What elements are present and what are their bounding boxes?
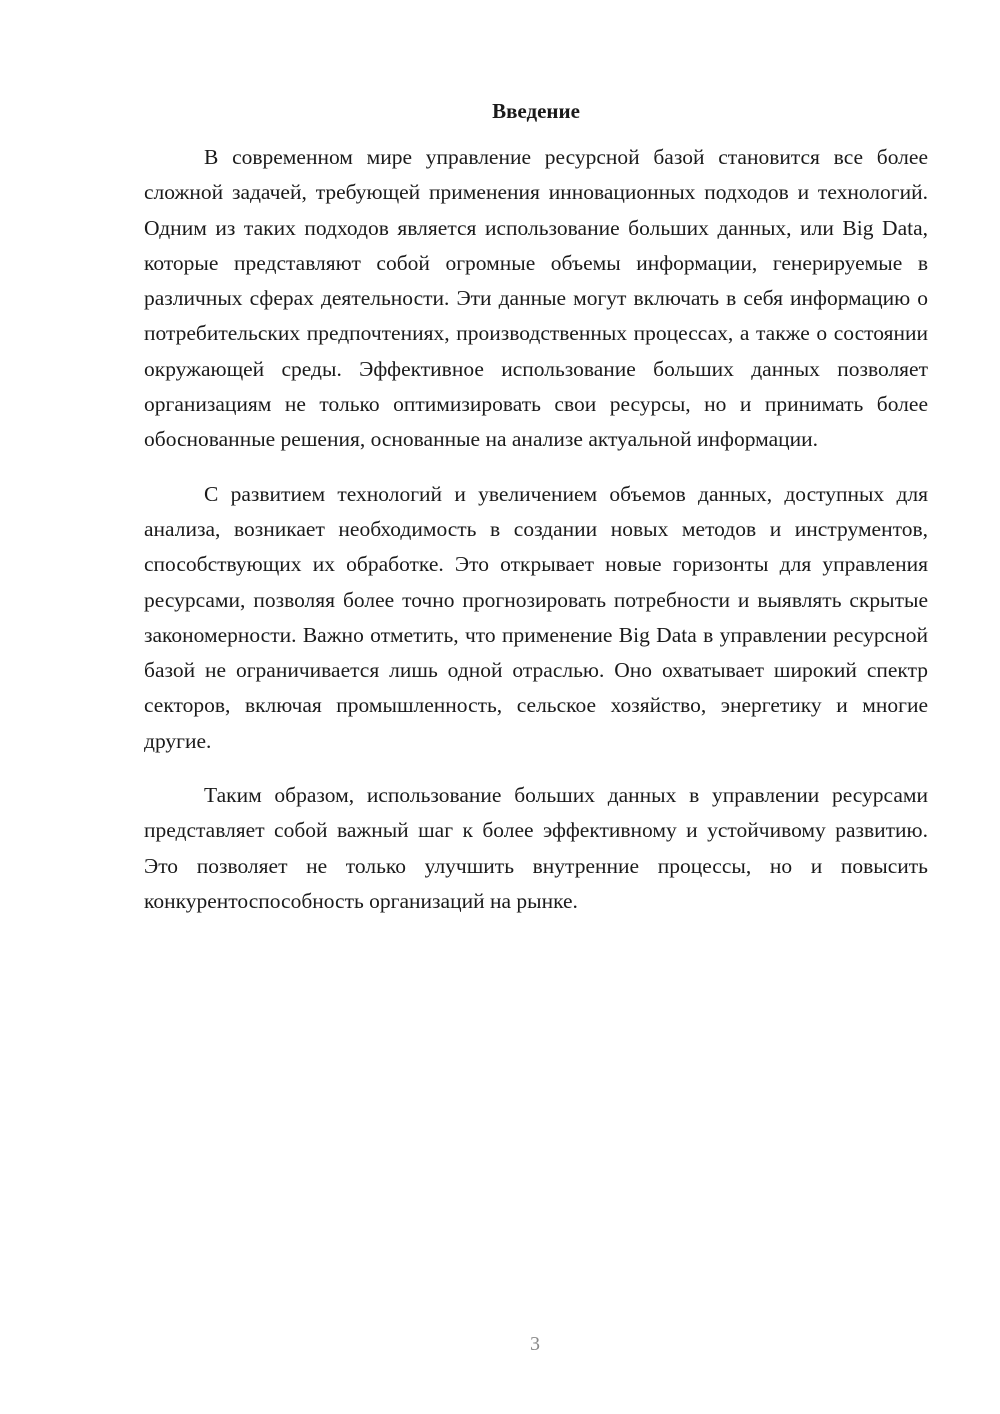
page-number: 3 — [530, 1333, 540, 1355]
page-content — [144, 96, 928, 919]
paragraph-1: В современном мире управление ресурсной базой становится все более сложной задачей, требующей применения инновационных подходов и технологий. Одним из таких подходов является использование больших данных, или Big Data, которые представляют собой огромные объемы информации, генерируемые в различных сферах деятельности. Эти данные могут включать в себя информацию о потребительских предпочтениях, производственных процессах, а также о состоянии окружающей среды. Эффективное использование больших данных позволяет организациям не только оптимизировать свои ресурсы, но и принимать более обоснованные решения, основанные на анализе актуальной информации. — [144, 145, 928, 452]
paragraph-3: Таким образом, использование больших данных в управлении ресурсами представляет собой важный шаг к более эффективному и устойчивому развитию. Это позволяет не только улучшить внутренние процессы, но и повысить конкурентоспособность организаций на рынке. — [144, 783, 928, 913]
paragraph-2: С развитием технологий и увеличением объемов данных, доступных для анализа, возникает необходимость в создании новых методов и инструментов, способствующих их обработке. Это открывает новые горизонты для управления ресурсами, позволяя более точно прогнозировать потребности и выявлять скрытые закономерности. Важно отметить, что применение Big Data в управлении ресурсной базой не ограничивается лишь одной отраслью. Оно охватывает широкий спектр секторов, включая промышленность, сельское хозяйство, энергетику и многие другие. — [144, 481, 928, 753]
section-title: Введение — [492, 99, 580, 123]
